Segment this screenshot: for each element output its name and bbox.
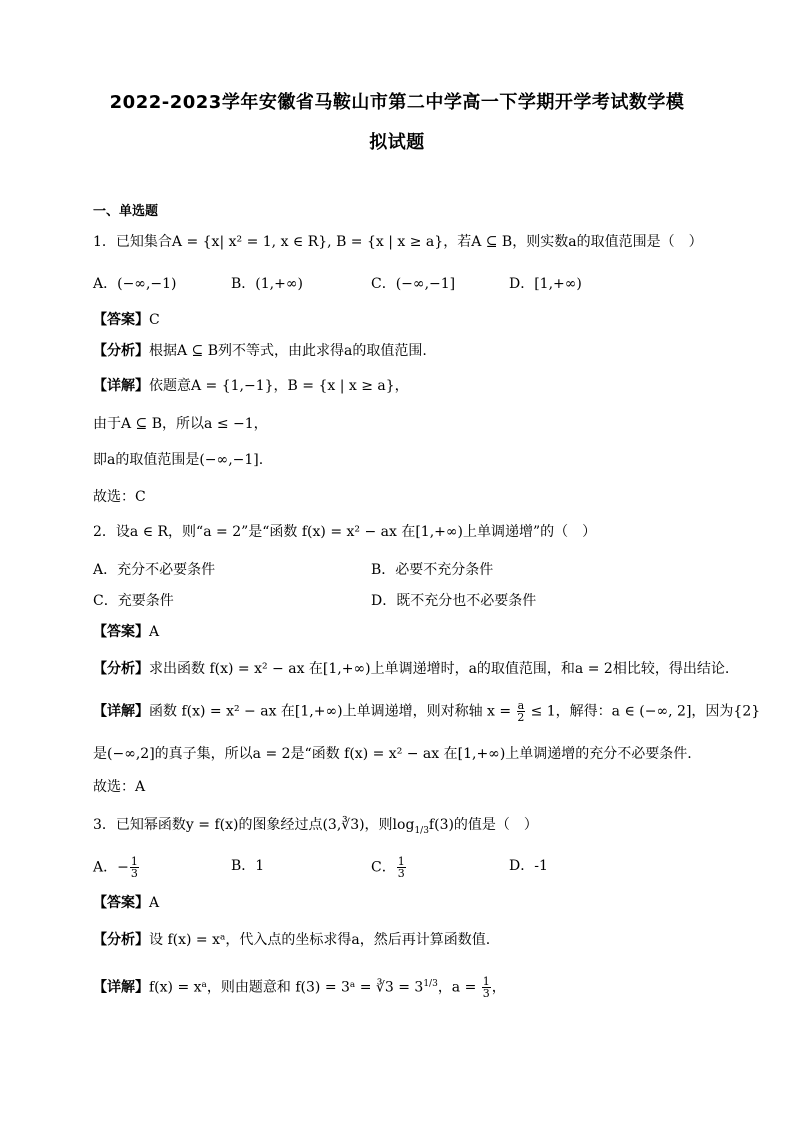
q3-option-b [231,856,264,876]
analysis-tag: 【分析】 [93,661,149,677]
page-title-line2: 拟试题 [369,132,425,153]
analysis-tag: 【分析】 [93,932,149,948]
question-2-stem: 2．设a ∈ R，则“a = 2”是“函数 f(x) = x² − ax 在[1,+∞)上单调递增”的（ ） [93,524,597,540]
q3-detail [93,974,506,999]
answer-tag: 【答案】 [93,895,149,911]
q2-option-a: A．充分不必要条件 [93,562,216,578]
detail-tag: 【详解】 [93,979,149,996]
fraction-denominator: 3 [482,987,490,1001]
q1-option-d: D．[1,+∞) [509,276,582,292]
detail-text-a: f(x) = xᵃ，则由题意和 f(3) = 3ᵃ = ∛3 = 3 [149,979,424,996]
detail-text-c: ， [491,979,506,996]
q1-detail-1 [93,376,409,396]
q2-answer [93,622,159,642]
analysis-text: 根据A ⊆ B列不等式，由此求得a的取值范围. [149,343,427,359]
q3-analysis [93,930,490,950]
fraction-one-third [482,976,491,999]
fraction-numerator: 1 [130,855,138,868]
option-label: B． [231,858,256,874]
option-text: -1 [534,858,548,874]
option-label: C． [371,859,396,876]
detail-text: 依题意A = {1,−1}，B = {x | x ≥ a}， [149,378,409,394]
question-1-stem: 1．已知集合A = {x| x² = 1, x ∈ R}, B = {x | x ≥ a}，若A ⊆ B，则实数a的取值范围是（ ） [93,234,703,250]
answer-value: A [149,624,160,640]
section-heading: 一、单选题 [93,204,159,219]
option-fraction [130,856,139,879]
q3-answer [93,893,159,913]
q1-option-c: C．(−∞,−1] [371,276,456,292]
detail-tag: 【详解】 [93,378,149,394]
q1-detail-3: 即a的取值范围是(−∞,−1]. [93,452,264,468]
analysis-text: 求出函数 f(x) = x² − ax 在[1,+∞)上单调递增时，a的取值范围，和a = 2相比较，得出结论. [149,661,730,677]
option-fraction [397,856,406,879]
detail-text-b: ≤ 1，解得：a ∈ (−∞, 2]，因为{2} [530,703,761,720]
q2-option-c: C．充要条件 [93,593,174,609]
q1-choice: 故选：C [93,489,146,505]
q2-detail-2: 是(−∞,2]的真子集，所以a = 2是“函数 f(x) = x² − ax 在[1,+∞)上单调递增的充分不必要条件. [93,746,692,762]
fraction-denominator: 3 [130,867,138,880]
q3-option-c [371,856,407,879]
answer-value: A [149,895,160,911]
fraction-denominator: 2 [517,711,525,724]
q1-option-a: A．(−∞,−1) [93,276,177,292]
analysis-tag: 【分析】 [93,343,149,359]
answer-tag: 【答案】 [93,624,149,640]
q2-detail-1 [93,700,760,723]
fraction-numerator: 1 [482,975,490,989]
q3-stem-a: 3．已知幂函数y = f(x)的图象经过点(3,∛3)，则log [93,817,415,833]
fraction-a-over-2 [517,700,526,723]
option-label: D． [509,858,535,874]
analysis-text: 设 f(x) = xᵃ，代入点的坐标求得a，然后再计算函数值. [149,932,491,948]
option-label: A． [93,859,118,876]
answer-tag: 【答案】 [93,312,149,328]
q1-answer [93,310,160,330]
q3-stem-b: f(3)的值是（ ） [428,817,538,833]
q1-analysis [93,341,427,361]
question-3-stem [93,815,538,841]
fraction-numerator: 1 [397,855,405,868]
q2-option-b: B．必要不充分条件 [371,562,494,578]
option-text: 1 [255,858,265,874]
q3-option-a [93,856,140,879]
q3-option-d [509,856,548,876]
page-title-line1: 2022-2023学年安徽省马鞍山市第二中学高一下学期开学考试数学模 [109,92,685,113]
q1-option-b: B．(1,+∞) [231,276,303,292]
q2-analysis [93,659,729,679]
q2-choice: 故选：A [93,779,146,795]
detail-tag: 【详解】 [93,703,149,720]
fraction-denominator: 3 [397,867,405,880]
fraction-numerator: a [517,699,525,712]
q2-option-d: D．既不充分也不必要条件 [371,593,537,609]
log-base: 1/3 [414,825,429,836]
answer-value: C [149,312,160,328]
q1-detail-2: 由于A ⊆ B，所以a ≤ −1， [93,416,268,432]
exponent: 1/3 [423,979,438,989]
detail-text-a: 函数 f(x) = x² − ax 在[1,+∞)上单调递增，则对称轴 x = [149,703,512,720]
option-sign: − [117,859,129,876]
detail-text-b: ，a = [437,979,477,996]
